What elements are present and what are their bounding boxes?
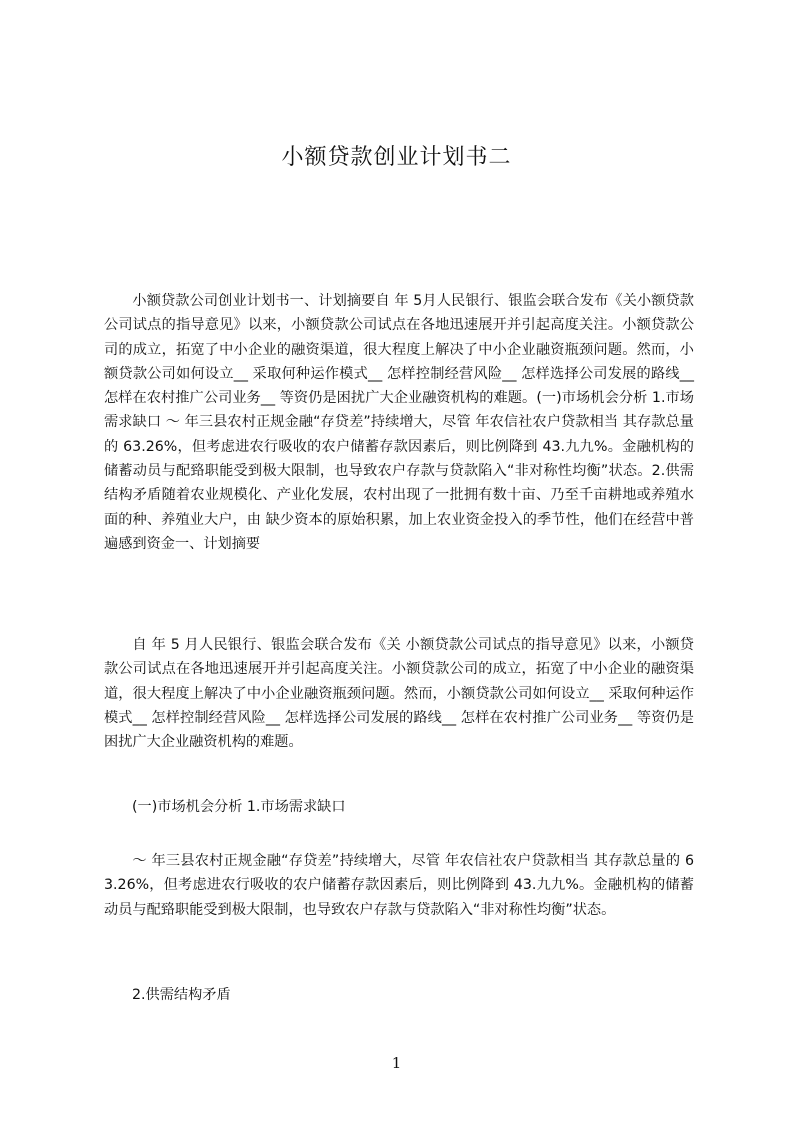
document-title: 小额贷款创业计划书二: [281, 145, 512, 170]
paragraph-market-gap: ～ 年三县农村正规金融“存贷差”持续增大，尽管 年农信社农户贷款相当 其存款总量的 63.26%，但考虑进农行吸收的农户储蓄存款因素后，则比例降到 43.九九%。金融机构的储蓄动员与配臵职能受到极大限制，也导致农户存款与贷款陷入“非对称性均衡”状态。: [104, 853, 694, 918]
page-number: 1: [391, 1054, 402, 1072]
paragraph-summary: 小额贷款公司创业计划书一、计划摘要自 年 5月人民银行、银监会联合发布《关小额贷款公司试点的指导意见》以来，小额贷款公司试点在各地迅速展开并引起高度关注。小额贷款公司的成立，拓宽了中小企业的融资渠道，很大程度上解决了中小企业融资瓶颈问题。然而，小额贷款公司如何设立__ 采取何种运作模式__ 怎样控制经营风险__ 怎样选择公司发展的路线__ 怎样在农村推广公司业务__ 等资仍是困扰广大企业融资机构的难题。(一)市场机会分析 1.市场需求缺口 ～ 年三县农村正规金融“存贷差”持续增大，尽管 年农信社农户贷款相当 其存款总量的 63.26%，但考虑进农行吸收的农户储蓄存款因素后，则比例降到 43.九九%。金融机构的储蓄动员与配臵职能受到极大限制，也导致农户存款与贷款陷入“非对称性均衡”状态。2.供需结构矛盾随着农业规模化、产业化发展，农村出现了一批拥有数十亩、乃至千亩耕地或养殖水面的种、养殖业大户，由 缺少资本的原始积累，加上农业资金投入的季节性，他们在经营中普遍感到资金一、计划摘要: [104, 293, 694, 552]
heading-supply-demand: 2.供需结构矛盾: [132, 987, 231, 1003]
heading-market-analysis: (一)市场机会分析 1.市场需求缺口: [132, 799, 346, 815]
paragraph-plan-summary: 自 年 5 月人民银行、银监会联合发布《关 小额贷款公司试点的指导意见》以来，小额贷款公司试点在各地迅速展开并引起高度关注。小额贷款公司的成立，拓宽了中小企业的融资渠道，很大程度上解决了中小企业融资瓶颈问题。然而，小额贷款公司如何设立__ 采取何种运作模式__ 怎样控制经营风险__ 怎样选择公司发展的路线__ 怎样在农村推广公司业务__ 等资仍是困扰广大企业融资机构的难题。: [104, 637, 694, 751]
